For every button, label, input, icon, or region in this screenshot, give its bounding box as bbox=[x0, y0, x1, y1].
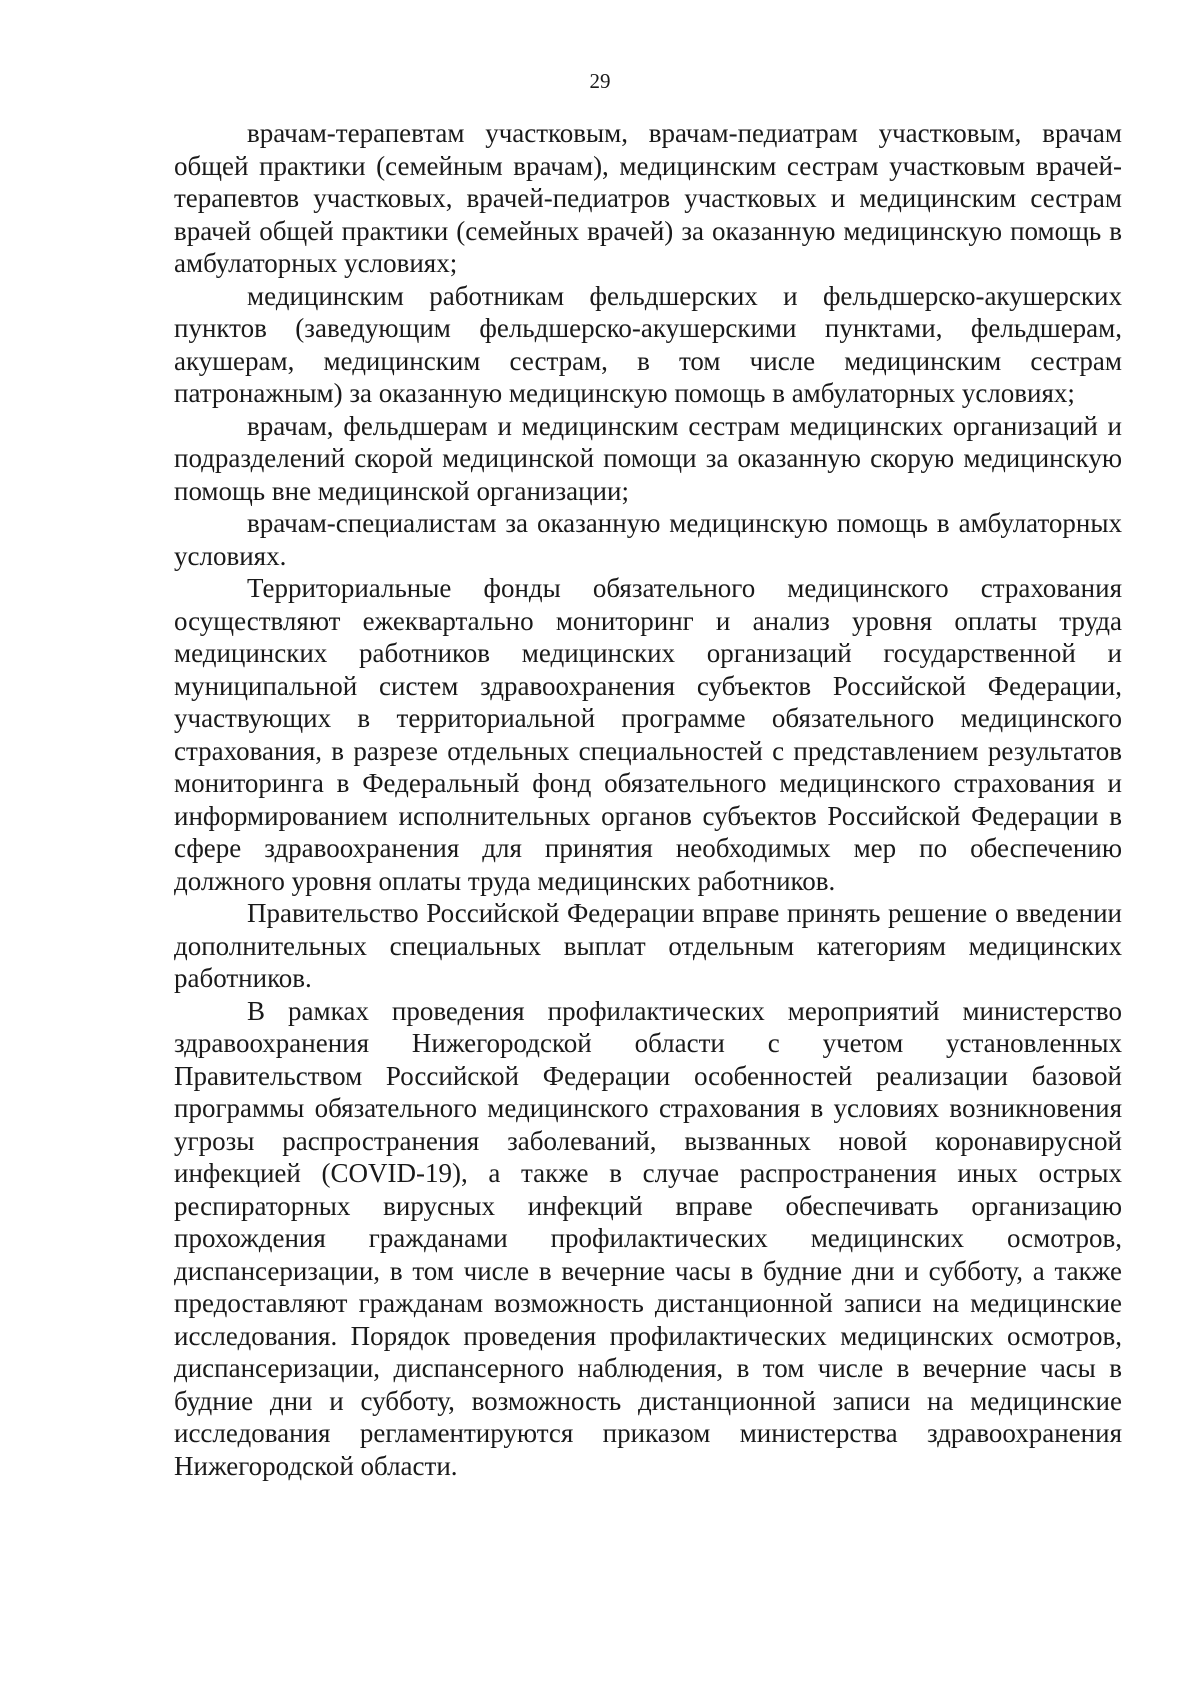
paragraph-preventive-measures: В рамках проведения профилактических мероприятий министерство здравоохранения Нижегородской области с учетом установленных Правительством Российской Федерации особенностей реализации базовой программы обязательного медицинского страхования в условиях возникновения угрозы распространения заболеваний, вызванных новой коронавирусной инфекцией (COVID-19), а также в случае распространения иных острых респираторных вирусных инфекций вправе обеспечивать организацию прохождения гражданами профилактических медицинских осмотров, диспансеризации, в том числе в вечерние часы в будние дни и субботу, а также предоставляют гражданам возможность дистанционной записи на медицинские исследования. Порядок проведения профилактических медицинских осмотров, диспансеризации, диспансерного наблюдения, в том числе в вечерние часы в будние дни и субботу, возможность дистанционной записи на медицинские исследования регламентируются приказом министерства здравоохранения Нижегородской области. bbox=[174, 995, 1122, 1481]
paragraph-government-decision: Правительство Российской Федерации вправе принять решение о введении дополнительных специальных выплат отдельным категориям медицинских работников. bbox=[174, 898, 1122, 993]
paragraph-specialists: врачам-специалистам за оказанную медицинскую помощь в амбулаторных условиях. bbox=[174, 508, 1122, 571]
paragraph-emergency-care: врачам, фельдшерам и медицинским сестрам медицинских организаций и подразделений скорой медицинской помощи за оказанную скорую медицинскую помощь вне медицинской организации; bbox=[174, 410, 1122, 506]
document-body bbox=[174, 117, 1122, 1482]
paragraph-feldsher-points: медицинским работникам фельдшерских и фельдшерско-акушерских пунктов (заведующим фельдшерско-акушерскими пунктами, фельдшерам, акушерам, медицинским сестрам, в том числе медицинским сестрам патронажным) за оказанную медицинскую помощь в амбулаторных условиях; bbox=[174, 280, 1122, 408]
page-number: 29 bbox=[589, 69, 611, 93]
paragraph-monitoring: Территориальные фонды обязательного медицинского страхования осуществляют ежеквартально мониторинг и анализ уровня оплаты труда медицинских работников медицинских организаций государственной и муниципальной систем здравоохранения субъектов Российской Федерации, участвующих в территориальной программе обязательного медицинского страхования, в разрезе отдельных специальностей с представлением результатов мониторинга в Федеральный фонд обязательного медицинского страхования и информированием исполнительных органов субъектов Российской Федерации в сфере здравоохранения для принятия необходимых мер по обеспечению должного уровня оплаты труда медицинских работников. bbox=[174, 573, 1122, 896]
paragraph-therapists: врачам-терапевтам участковым, врачам-педиатрам участковым, врачам общей практики (семейным врачам), медицинским сестрам участковым врачей-терапевтов участковых, врачей-педиатров участковых и медицинским сестрам врачей общей практики (семейных врачей) за оказанную медицинскую помощь в амбулаторных условиях; bbox=[174, 118, 1122, 278]
